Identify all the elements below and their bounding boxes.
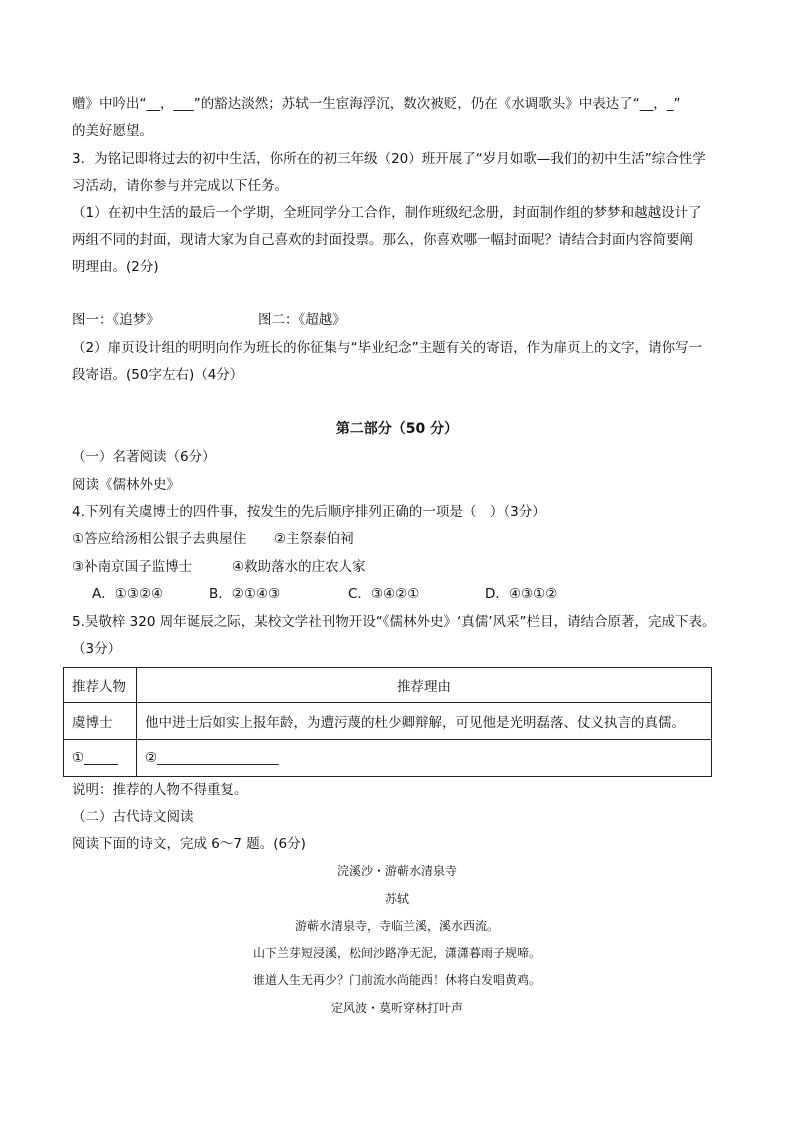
recommendation-table: [63, 667, 712, 777]
question-3-1-text: 两组不同的封面，现请大家为自己喜欢的封面投票。那么，你喜欢哪一幅封面呢？请结合封面内容简要阐: [72, 232, 693, 248]
figure-2-caption: 图二：《超越》: [258, 312, 346, 328]
table-row: [64, 703, 712, 740]
question-4-text: 4.下列有关虞博士的四件事，按发生的先后顺序排列正确的一项是（ ）（3分）: [72, 504, 546, 520]
question-3-1-text: 明理由。(2分): [72, 259, 159, 275]
event-item: ③补南京国子监博士: [72, 559, 193, 575]
event-item: ④救助落水的庄农人家: [232, 559, 366, 575]
question-3-text: 3．为铭记即将过去的初中生活，你所在的初三年级（20）班开展了“岁月如歌—我们的初中生活”综合性学: [72, 151, 706, 167]
poem-line: 谁道人生无再少？门前流水尚能西！休将白发唱黄鸡。: [252, 973, 541, 987]
section-heading: （一）名著阅读（6分）: [72, 449, 216, 465]
choice-a: A．①③②④: [92, 586, 164, 602]
choice-c: C．③④②①: [348, 586, 420, 602]
poem-line: 游蕲水清泉寺，寺临兰溪，溪水西流。: [294, 919, 499, 933]
question-5-text: （3分）: [72, 641, 122, 657]
event-item: ①答应给汤相公银子去典屋住: [72, 531, 247, 547]
question-3-text: 习活动，请你参与并完成以下任务。: [72, 178, 288, 194]
poem-question-line: 的美好愿望。: [72, 123, 153, 139]
table-row: [64, 740, 712, 777]
part-2-title: 第二部分（50 分）: [335, 421, 459, 437]
answer-blank-cell[interactable]: ②__________________: [137, 740, 712, 777]
choice-b: B．②①④③: [209, 586, 281, 602]
event-item: ②主祭泰伯祠: [274, 531, 354, 547]
reading-instruction: 阅读《儒林外史》: [72, 477, 180, 493]
question-3-2-text: （2）扉页设计组的明明向作为班长的你征集与“毕业纪念”主题有关的寄语，作为扉页上的文字，请你写一: [72, 340, 703, 356]
question-3-1-text: （1）在初中生活的最后一个学期，全班同学分工合作，制作班级纪念册，封面制作组的梦梦和越越设计了: [72, 205, 702, 221]
poem-line: 山下兰芽短浸溪，松间沙路净无泥，潇潇暮雨子规啼。: [252, 946, 541, 960]
poem-title: 定风波・莫听穿林打叶声: [330, 1001, 463, 1015]
section-heading: （二）古代诗文阅读: [72, 809, 194, 825]
table-header-cell: 推荐人物: [64, 668, 137, 703]
table-row: [64, 668, 712, 703]
poem-question-line: 赠》中吟出“__，___”的豁达淡然；苏轼一生宦海浮沉，数次被贬，仍在《水调歌头》中表达了“__，_”: [72, 96, 681, 112]
table-cell: 他中进士后如实上报年龄，为遭污蔑的杜少卿辩解，可见他是光明磊落、仗义执言的真儒。: [137, 703, 712, 740]
choice-d: D．④③①②: [485, 586, 558, 602]
figure-1-caption: 图一：《追梦》: [72, 312, 160, 328]
table-cell: 虞博士: [64, 703, 137, 740]
poem-title: 浣溪沙・游蕲水清泉寺: [336, 864, 457, 878]
table-note: 说明：推荐的人物不得重复。: [72, 782, 248, 798]
question-5-text: 5.吴敬梓 320 周年诞辰之际，某校文学社刊物开设“《儒林外史》‘真儒’风采”栏目，请结合原著，完成下表。: [72, 614, 716, 630]
answer-blank-cell[interactable]: ①_____: [64, 740, 137, 777]
table-header-cell: 推荐理由: [137, 668, 712, 703]
reading-instruction: 阅读下面的诗文，完成 6～7 题。(6分): [72, 836, 306, 852]
poem-author: 苏轼: [384, 892, 409, 906]
question-3-2-text: 段寄语。(50字左右)（4分）: [72, 367, 244, 383]
